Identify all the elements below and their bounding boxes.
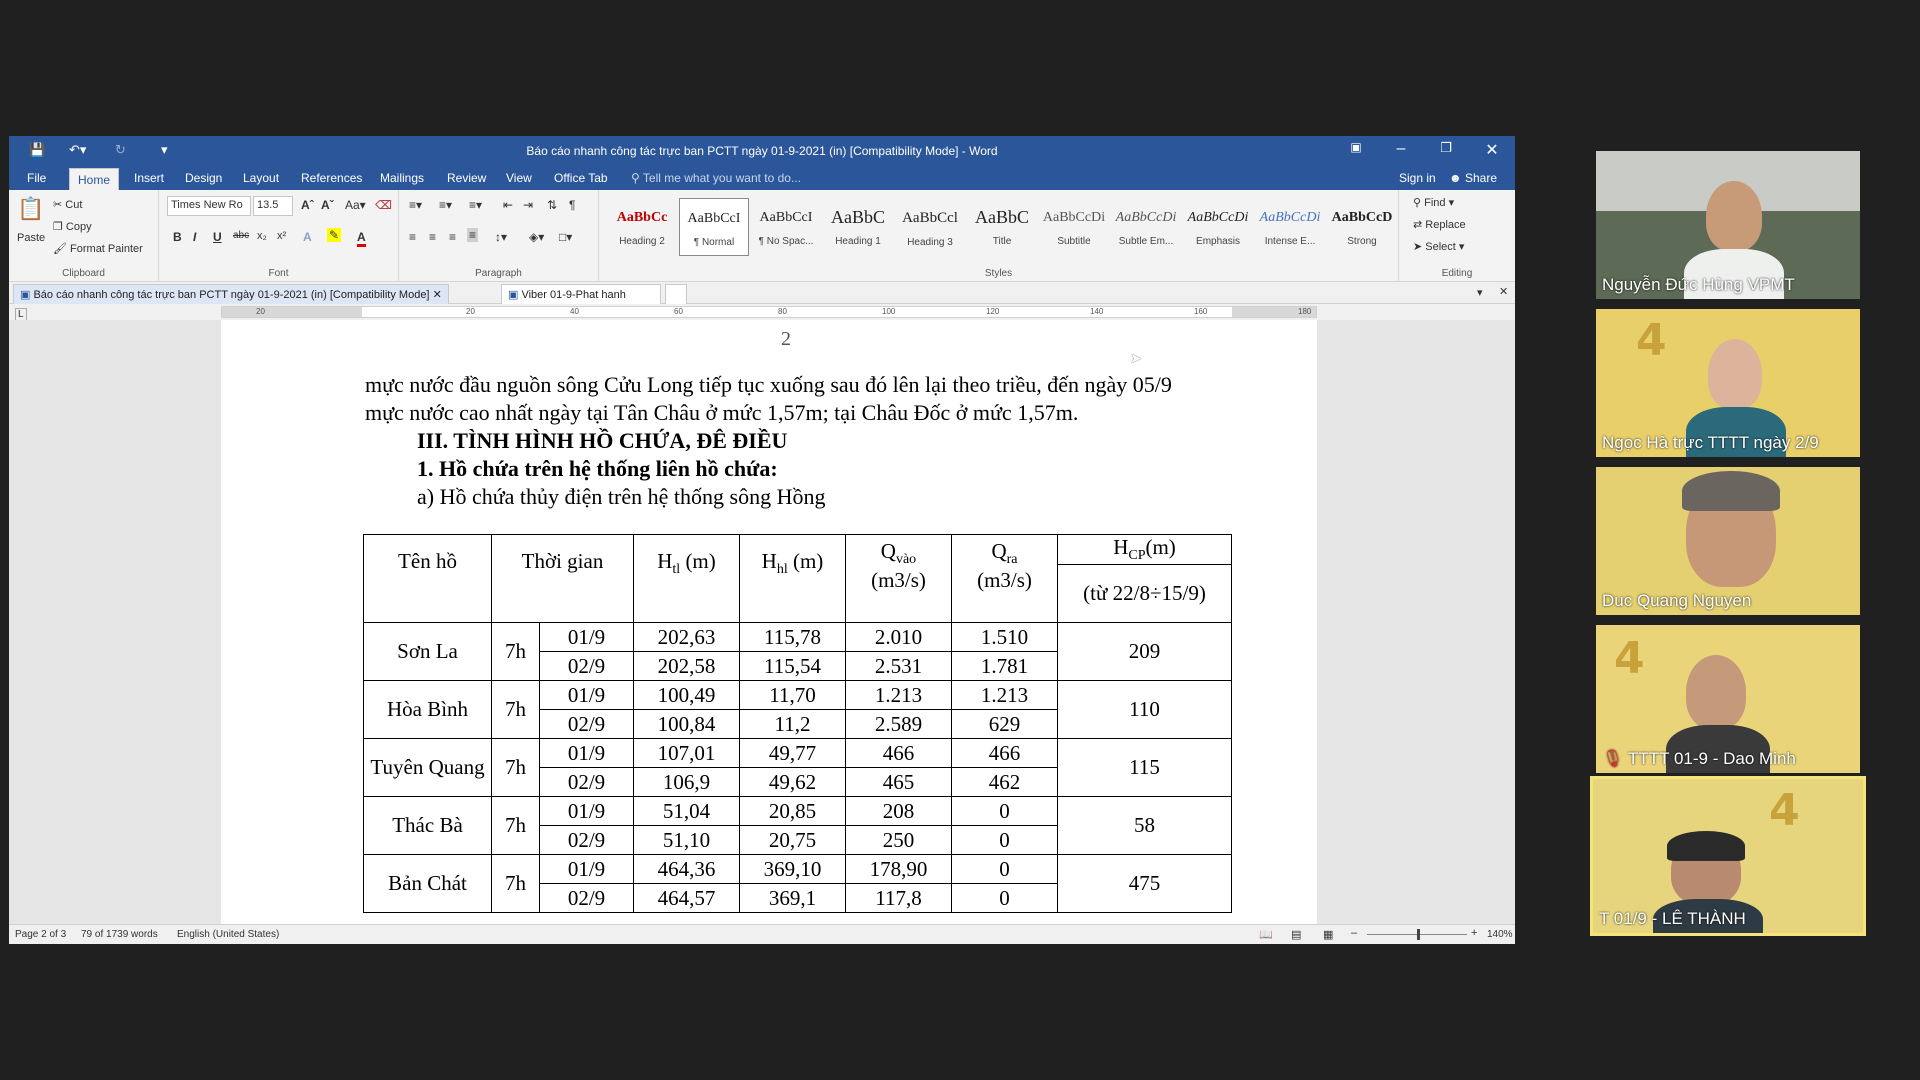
scissors-icon: ✂ [53,199,66,211]
cell-qvao: 178,90 [846,855,952,884]
tab-list-icon[interactable]: ▾ [1477,287,1483,299]
zoom-slider-thumb[interactable] [1417,929,1420,940]
zoom-slider[interactable] [1367,934,1467,935]
participant-name-row: 🎙 TTTT 01-9 - Dao Minh [1602,749,1796,768]
page-number: 2 [781,328,791,350]
reservoir-hour: 7h [492,739,540,797]
font-size-select[interactable]: 13.5 [253,196,293,216]
word-window [9,136,1515,944]
cell-date: 01/9 [540,855,634,884]
ribbon-display-icon[interactable]: ▣ [1350,140,1362,154]
header-htl: $H_{tl}$ (m) [634,535,740,623]
cell-qra: 0 [952,797,1058,826]
cell-htl: 51,10 [634,826,740,855]
style-subtle-emphasis[interactable]: AaBbCcDi Subtle Em... [1115,210,1177,247]
table-row [364,739,1232,768]
cell-hhl: 11,2 [740,710,846,739]
cell-hhl: 20,75 [740,826,846,855]
document-page[interactable] [221,320,1317,924]
tab-view[interactable]: View [506,171,532,185]
header-hcp: $H_{CP}(m)$ [1058,535,1232,565]
cell-qra: 466 [952,739,1058,768]
underline-icon[interactable]: U [213,230,222,244]
cell-date: 02/9 [540,826,634,855]
table-row [364,797,1232,826]
participant-tile-3[interactable] [1596,467,1860,615]
sort-icon[interactable]: ⇅ [547,198,558,212]
lightbulb-icon: ⚲ [631,171,643,185]
clear-formatting-icon[interactable]: ⌫ [375,198,392,212]
brush-icon: 🖌 [53,243,71,255]
cell-qvao: 208 [846,797,952,826]
cell-date: 01/9 [540,623,634,652]
paste-icon[interactable]: 📋 [17,196,45,221]
style-normal[interactable]: AaBbCcI ¶ Normal [679,198,749,256]
tab-stop-selector[interactable]: L [15,308,27,321]
ruler-label: 20 [256,307,265,316]
cell-hhl: 115,78 [740,623,846,652]
shading-icon[interactable]: ◈▾ [529,230,545,244]
cell-qra: 1.213 [952,681,1058,710]
customize-quick-access-icon[interactable]: ▾ [161,142,168,157]
cell-htl: 100,49 [634,681,740,710]
cell-hhl: 20,85 [740,797,846,826]
reservoir-name: Thác Bà [364,797,492,855]
participant-tile-1[interactable] [1596,151,1860,299]
anniversary-logo-icon: 4 [1769,785,1800,836]
cell-qra: 0 [952,884,1058,913]
cell-date: 01/9 [540,797,634,826]
language-indicator[interactable]: English (United States) [177,929,280,940]
cell-date: 02/9 [540,884,634,913]
cell-hcp: 475 [1058,855,1232,913]
close-button[interactable]: ✕ [1485,142,1499,159]
reservoir-hour: 7h [492,855,540,913]
borders-icon[interactable]: □▾ [559,230,573,244]
shrink-font-icon[interactable]: Aˇ [321,198,334,212]
cell-qvao: 465 [846,768,952,797]
participant-name: Nguyễn Đức Hùng VPMT [1602,275,1795,294]
cell-hhl: 369,10 [740,855,846,884]
replace-button[interactable]: ⇄ Replace [1413,219,1466,231]
cell-htl: 202,63 [634,623,740,652]
align-left-icon[interactable]: ≡ [409,230,417,244]
justify-icon[interactable]: ≡ [469,228,477,242]
table-row [364,855,1232,884]
ribbon-tabs [9,166,1515,190]
cell-hcp: 58 [1058,797,1232,855]
doc-tab-viber[interactable]: ▣ Viber 01-9-Phat hanh [501,284,661,304]
cell-date: 01/9 [540,681,634,710]
copy-button[interactable]: ❐ Copy [53,221,92,233]
grow-font-icon[interactable]: Aˆ [301,198,314,212]
close-all-tabs-icon[interactable]: ✕ [1499,286,1509,298]
anniversary-logo-icon: 4 [1636,315,1667,366]
person-icon: ☻ [1449,171,1465,185]
highlight-icon[interactable]: ✎ [329,228,340,242]
section-heading: III. TÌNH HÌNH HỒ CHỨA, ĐÊ ĐIỀU [417,428,788,453]
tab-office-tab[interactable]: Office Tab [554,171,608,185]
tab-references[interactable]: References [301,171,363,185]
paragraph-group [399,190,599,282]
cell-qra: 1.510 [952,623,1058,652]
cursor-icon: ➤ [1413,241,1426,253]
participant-tile-5-active[interactable] [1590,776,1866,936]
word-doc-icon: ▣ [20,289,34,301]
participant-tile-2[interactable] [1596,309,1860,457]
reservoir-hour: 7h [492,623,540,681]
cell-qvao: 2.531 [846,652,952,681]
cell-hhl: 49,77 [740,739,846,768]
ruler-label: 80 [778,307,787,316]
participant-face [1708,339,1762,409]
tab-file[interactable]: File [27,171,47,185]
cell-qvao: 117,8 [846,884,952,913]
reservoir-name: Sơn La [364,623,492,681]
cell-hhl: 115,54 [740,652,846,681]
anniversary-logo-icon: 4 [1614,633,1645,684]
change-case-icon[interactable]: Aa▾ [345,198,366,212]
mouse-cursor-icon: ➤ [1130,350,1142,366]
cell-qra: 0 [952,826,1058,855]
ruler-label: 160 [1194,307,1208,316]
page-count[interactable]: Page 2 of 3 [15,929,67,940]
header-name: Tên hồ [364,535,492,623]
subsection-heading: 1. Hồ chứa trên hệ thống liên hồ chứa: [417,456,778,481]
cell-hcp: 115 [1058,739,1232,797]
horizontal-ruler[interactable] [221,306,1317,318]
cell-qvao: 2.589 [846,710,952,739]
sign-in-link[interactable]: Sign in [1399,171,1436,185]
cell-hcp: 209 [1058,623,1232,681]
ruler-label: 20 [466,307,475,316]
tab-mailings[interactable]: Mailings [380,171,425,185]
participant-tile-4[interactable] [1596,625,1860,773]
header-hhl: $H_{hl}$ (m) [740,535,846,623]
cell-htl: 51,04 [634,797,740,826]
ruler-labels [222,307,1316,319]
tell-me-box[interactable]: ⚲ Tell me what you want to do... [631,171,801,185]
reservoir-name: Tuyên Quang [364,739,492,797]
cell-qvao: 250 [846,826,952,855]
cell-htl: 464,57 [634,884,740,913]
document-area[interactable] [9,320,1515,924]
participant-face [1686,655,1746,729]
font-color-icon[interactable]: A [357,230,366,247]
font-group [159,190,399,282]
window-title: Báo cáo nhanh công tác trực ban PCTT ngày 01-9-2021 (in) [Compatibility Mode] - Word [526,144,998,158]
editing-group [1399,190,1515,282]
select-button[interactable]: ➤ Select ▾ [1413,241,1465,253]
reservoir-hour: 7h [492,681,540,739]
format-painter-button[interactable]: 🖌 Format Painter [53,243,143,255]
font-label: Font [268,268,289,279]
style-subtitle[interactable]: AaBbCcDi Subtitle [1042,210,1106,247]
paste-button[interactable]: Paste [17,232,46,244]
header-qvao: $Q_{vào}$ (m3/s) [846,535,952,623]
cell-hhl: 49,62 [740,768,846,797]
editing-label: Editing [1441,268,1473,279]
reservoir-hour: 7h [492,797,540,855]
numbering-icon[interactable]: ≡▾ [439,198,453,212]
restore-button[interactable]: ❐ [1440,140,1452,155]
styles-group [599,190,1399,282]
bold-icon[interactable]: B [173,230,182,244]
style-title[interactable]: AaBbC Title [975,207,1029,247]
reservoir-table [363,534,1232,913]
cell-hhl: 11,70 [740,681,846,710]
minimize-button[interactable]: – [1396,140,1406,157]
sub-subheading: a) Hồ chứa thủy điện trên hệ thống sông Hồng [417,484,826,509]
ruler-label: 140 [1090,307,1104,316]
magnifier-icon: ⚲ [1413,197,1425,209]
participant-name: Ngọc Hà trực TTTT ngày 2/9 [1602,433,1819,452]
align-center-icon[interactable]: ≡ [429,230,437,244]
table-row [364,681,1232,710]
status-bar [9,924,1515,944]
ruler-label: 60 [674,307,683,316]
redo-icon[interactable]: ↻ [115,142,126,157]
ruler-label: 40 [570,307,579,316]
superscript-icon[interactable]: x² [277,230,287,242]
styles-label: Styles [984,268,1013,279]
cell-qra: 0 [952,855,1058,884]
participant-face [1706,181,1762,251]
cell-date: 02/9 [540,710,634,739]
table-header-row [364,535,1232,565]
cut-button[interactable]: ✂ Cut [53,199,83,211]
table-row [364,623,1232,652]
style-heading-3[interactable]: AaBbCcl Heading 3 [902,210,958,248]
share-button[interactable]: ☻ Share [1449,171,1497,185]
read-mode-icon[interactable]: 📖 [1259,929,1273,941]
style-intense-emphasis[interactable]: AaBbCcDi Intense E... [1259,210,1321,247]
copy-icon: ❐ [53,221,66,233]
header-hcp-range: (từ 22/8÷15/9) [1058,565,1232,623]
style-emphasis[interactable]: AaBbCcDi Emphasis [1187,210,1249,247]
clipboard-group [9,190,159,282]
cell-date: 01/9 [540,739,634,768]
cell-date: 02/9 [540,768,634,797]
word-doc-icon: ▣ [508,289,522,301]
cell-date: 02/9 [540,652,634,681]
multilevel-list-icon[interactable]: ≡▾ [469,198,483,212]
tab-home[interactable]: Home [69,168,119,190]
paragraph-label: Paragraph [475,268,522,279]
font-name-select[interactable]: Times New Ro [167,196,251,216]
participant-name: Duc Quang Nguyen [1602,591,1752,610]
subscript-icon[interactable]: x₂ [257,230,267,242]
tab-review[interactable]: Review [447,171,487,185]
zoom-level[interactable]: 140% [1487,929,1513,940]
style-strong[interactable]: AaBbCcD Strong [1331,210,1393,247]
reservoir-name: Hòa Bình [364,681,492,739]
doc-tab-active[interactable]: ▣ Báo cáo nhanh công tác trực ban PCTT ngày 01-9-2021 (in) [Compatibility Mode] ✕ [13,284,449,304]
participant-name: T 01/9 - LÊ THÀNH [1599,909,1746,928]
web-layout-icon[interactable]: ▦ [1323,929,1334,941]
body-line-1: mực nước đầu nguồn sông Cửu Long tiếp tục xuống sau đó lên lại theo triều, đến ngày 05/9 [365,372,1172,397]
tab-layout[interactable]: Layout [243,171,280,185]
cell-htl: 202,58 [634,652,740,681]
reservoir-name: Bản Chát [364,855,492,913]
body-line-2: mực nước cao nhất ngày tại Tân Châu ở mức 1,57m; tại Châu Đốc ở mức 1,57m. [365,400,1079,425]
muted-mic-icon: 🎙 [1602,749,1624,768]
cell-qra: 629 [952,710,1058,739]
save-icon[interactable]: 💾 [29,142,46,157]
cell-hhl: 369,1 [740,884,846,913]
cell-htl: 106,9 [634,768,740,797]
new-tab-button[interactable] [665,284,687,304]
ruler-label: 120 [986,307,1000,316]
show-formatting-icon[interactable]: ¶ [569,198,576,212]
cell-qra: 1.781 [952,652,1058,681]
print-layout-icon[interactable]: ▤ [1291,929,1302,941]
cell-htl: 100,84 [634,710,740,739]
cell-hcp: 110 [1058,681,1232,739]
cell-qvao: 1.213 [846,681,952,710]
document-tab-bar [9,282,1515,304]
ribbon [9,190,1515,282]
ruler-label: 100 [882,307,896,316]
close-tab-icon[interactable]: ✕ [432,289,442,301]
cell-qra: 462 [952,768,1058,797]
cell-htl: 464,36 [634,855,740,884]
decrease-indent-icon[interactable]: ⇤ [503,198,514,212]
text-effects-icon[interactable]: A [303,230,312,244]
header-qra: $Q_{ra}$ (m3/s) [952,535,1058,623]
title-bar [9,136,1515,166]
tab-design[interactable]: Design [185,171,223,185]
ruler-label: 180 [1298,307,1312,316]
zoom-in-button[interactable]: + [1471,927,1478,939]
bullets-icon[interactable]: ≡▾ [409,198,423,212]
line-spacing-icon[interactable]: ↕▾ [495,230,508,244]
italic-icon[interactable]: I [193,230,197,244]
header-time: Thời gian [492,535,634,623]
style-heading-1[interactable]: AaBbC Heading 1 [831,207,885,247]
align-right-icon[interactable]: ≡ [449,230,457,244]
strikethrough-icon[interactable]: abc [233,230,250,241]
cell-qvao: 466 [846,739,952,768]
clipboard-label: Clipboard [62,268,105,279]
undo-icon[interactable]: ↶▾ [69,142,87,157]
zoom-out-button[interactable]: – [1351,927,1358,939]
replace-icon: ⇄ [1413,219,1426,231]
style-no-spacing[interactable]: AaBbCcI ¶ No Spac... [758,210,814,247]
cell-htl: 107,01 [634,739,740,768]
cell-qvao: 2.010 [846,623,952,652]
word-count[interactable]: 79 of 1739 words [81,929,158,940]
style-heading-2[interactable]: AaBbCc Heading 2 [616,210,668,247]
find-button[interactable]: ⚲ Find ▾ [1413,197,1455,209]
tab-insert[interactable]: Insert [134,171,165,185]
increase-indent-icon[interactable]: ⇥ [523,198,534,212]
